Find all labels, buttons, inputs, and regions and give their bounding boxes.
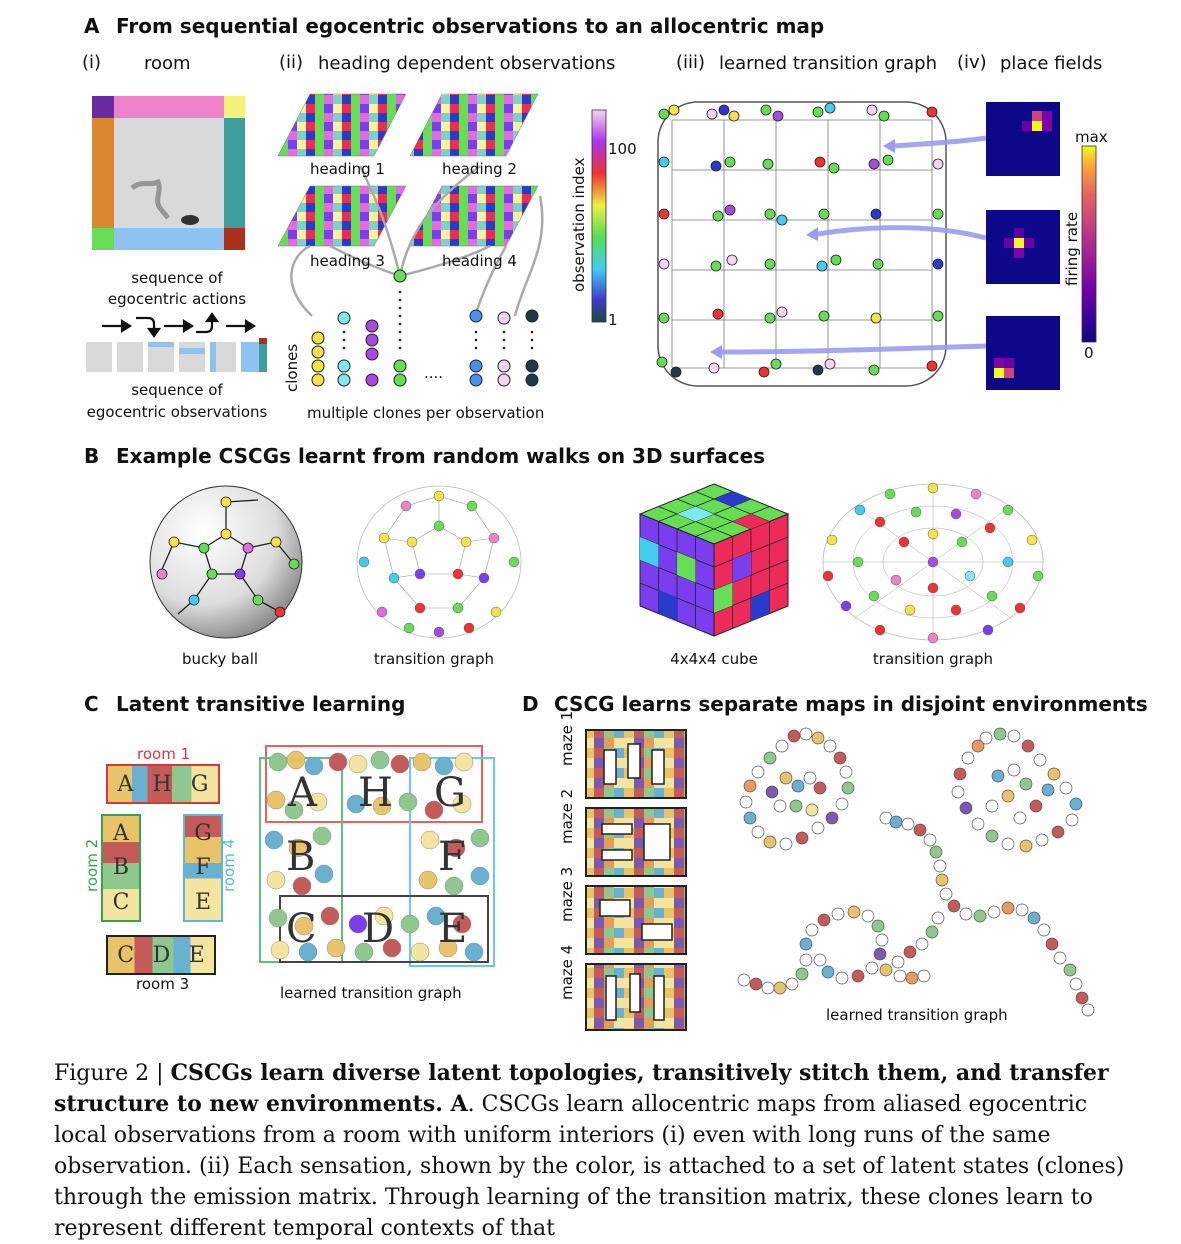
panel-c-title (84, 692, 405, 716)
caption-bold-end: . (435, 1091, 451, 1117)
maze-2 (586, 808, 686, 876)
room1-letter-a: A (117, 771, 134, 797)
heading-4-plane (410, 186, 538, 246)
room2-letter-b: B (112, 855, 130, 881)
panel-d-title-text: CSCG learns separate maps in disjoint environments (554, 692, 1148, 716)
obs-line1: sequence of (131, 381, 223, 399)
transition-graph-label: learned transition graph (719, 53, 937, 74)
panel-a-title-text: From sequential egocentric observations to an allocentric map (116, 14, 825, 38)
panel-a-title (84, 14, 824, 38)
panel-b-letter: B (84, 444, 100, 468)
clone-ellipsis: .... (424, 364, 444, 382)
room-label: room (144, 53, 191, 74)
panel-c-title-text: Latent transitive learning (116, 692, 406, 716)
firing-rate-max: max (1075, 128, 1108, 146)
room-figure (92, 96, 245, 250)
multiple-clones-label: multiple clones per observation (307, 404, 545, 422)
graph-letter-h: H (358, 770, 393, 816)
heading-4-label: heading 4 (442, 252, 517, 270)
panel-b-title-text: Example CSCGs learnt from random walks on 3D surfaces (116, 444, 766, 468)
rat-icon (181, 215, 199, 225)
maze2-label: maze 2 (558, 788, 576, 844)
sub-iii-marker: (iii) (676, 52, 706, 73)
panel-d-title (522, 692, 1148, 716)
caption-a-letter: A (450, 1091, 468, 1117)
bucky-ball-label: bucky ball (181, 650, 259, 668)
graph-letter-e: E (438, 906, 468, 952)
room3-letter-e: E (188, 942, 205, 968)
graph-letter-a: A (288, 770, 317, 816)
room4-letter-g: G (194, 820, 212, 846)
graph-letter-b: B (286, 834, 316, 880)
room3-letter-c: C (117, 942, 135, 968)
figure-caption (54, 1058, 1134, 1244)
room3-letter-d: D (152, 942, 171, 968)
graph-letter-f: F (438, 834, 466, 880)
maze3-label: maze 3 (558, 866, 576, 922)
room4-label: room 4 (220, 838, 238, 892)
panel-d-letter: D (522, 692, 539, 716)
room1-label: room 1 (137, 745, 191, 763)
disjoint-graph-label: learned transition graph (826, 1006, 1008, 1024)
observation-colorbar (592, 110, 606, 322)
room3-box (106, 935, 216, 975)
panel-c-letter: C (84, 692, 99, 716)
heading-2-label: heading 2 (442, 160, 517, 178)
graph-letter-d: D (362, 906, 395, 952)
caption-prefix: Figure 2 | (54, 1061, 171, 1086)
heading-1-plane (278, 94, 406, 156)
firing-rate-min: 0 (1084, 344, 1094, 362)
bucky-ball (148, 484, 304, 640)
firing-rate-colorbar (1082, 146, 1096, 342)
room2-box (101, 814, 141, 922)
room4-box (183, 814, 223, 922)
sub-iv-marker: (iv) (957, 52, 987, 73)
transition-graph-2-label: transition graph (872, 650, 994, 668)
room2-letter-c: C (112, 890, 130, 916)
heading-obs-label: heading dependent observations (318, 53, 616, 74)
panel-b-title (84, 444, 765, 468)
place-field-2 (986, 210, 1060, 284)
caption-bold: CSCGs learn diverse latent topologies, transitively stitch them, and transfer structure to new environments (54, 1060, 1109, 1117)
firing-rate-label: firing rate (1063, 211, 1081, 286)
room2-label: room 2 (83, 838, 101, 892)
place-field-arrows (700, 96, 990, 396)
place-fields-label: place fields (1000, 53, 1103, 74)
bucky-transition-graph (354, 482, 524, 642)
heading-2-plane (410, 94, 538, 156)
panel-a-letter: A (84, 14, 100, 38)
obs-tick-1: 1 (608, 311, 618, 329)
maze-stack (584, 728, 688, 1032)
maze-4 (586, 964, 686, 1030)
room4-letter-f: F (195, 855, 211, 881)
disjoint-transition-graphs (736, 726, 1096, 1020)
actions-line1: sequence of (131, 269, 223, 287)
room2-letter-a: A (113, 820, 129, 846)
graph-letter-c: C (286, 906, 317, 952)
sub-ii-marker: (ii) (279, 52, 304, 73)
room1-letter-h: H (152, 771, 172, 797)
room4-letter-e: E (194, 890, 212, 916)
heading-3-plane (278, 186, 406, 246)
sub-i-marker: (i) (82, 52, 102, 73)
maze1-label: maze 1 (558, 710, 576, 766)
obs-index-label: observation index (570, 157, 588, 292)
heading-1-label: heading 1 (310, 160, 385, 178)
obs-tick-100: 100 (608, 140, 637, 158)
obs-line2: egocentric observations (86, 403, 268, 421)
room1-box (106, 764, 220, 804)
room3-label: room 3 (136, 975, 190, 993)
clones-axis-label: clones (283, 343, 301, 392)
place-field-1 (986, 102, 1060, 176)
cube-transition-graph (820, 480, 1046, 644)
graph-letter-g: G (434, 770, 466, 816)
place-field-3 (986, 316, 1060, 390)
caption-text: . CSCGs learn allocentric maps from aliased egocentric local observations from a room with uniform interiors (i) even with long runs of the same observation. (ii) Each sensation, shown by the color, is attached to a set of latent states (clones) through the emission matrix. Through learning of the transition matrix, these clones learn to represent different temporal contexts of that (54, 1092, 1125, 1241)
latent-graph-label: learned transition graph (280, 984, 462, 1002)
maze-1 (586, 730, 686, 798)
action-arrows (100, 312, 260, 336)
room1-letter-g: G (190, 771, 209, 797)
maze-3 (586, 886, 686, 954)
observation-sequence (86, 338, 271, 372)
latent-graph-letters (258, 740, 498, 972)
cube-label: 4x4x4 cube (670, 650, 758, 668)
transition-graph-1-label: transition graph (373, 650, 495, 668)
actions-line2: egocentric actions (107, 290, 247, 308)
cube-4x4x4 (640, 484, 788, 636)
maze4-label: maze 4 (558, 944, 576, 1000)
heading-3-label: heading 3 (310, 252, 385, 270)
